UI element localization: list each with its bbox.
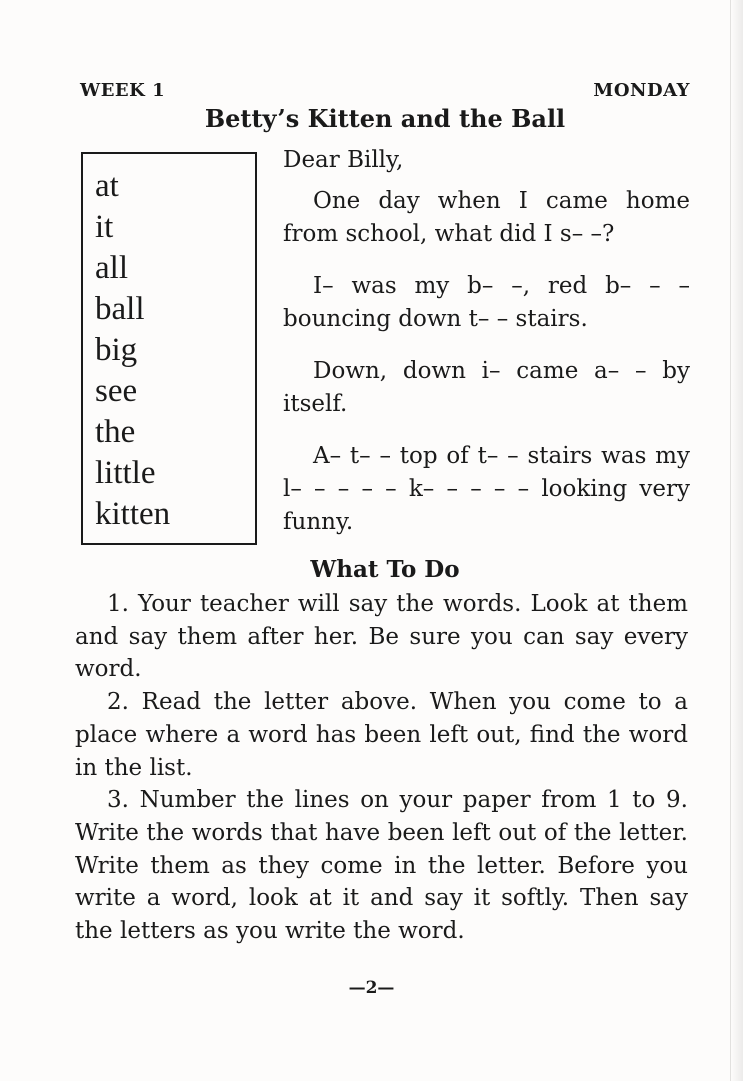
word-list-item: the: [95, 414, 136, 450]
word-list-item: kitten: [95, 496, 171, 532]
lesson-title: Betty’s Kitten and the Ball: [204, 104, 566, 133]
word-list-item: big: [95, 332, 138, 368]
week-label: WEEK 1: [80, 80, 166, 101]
word-list-item: it: [95, 209, 114, 245]
word-list-box: [81, 152, 257, 545]
word-list-item: all: [95, 250, 128, 286]
day-label: MONDAY: [593, 80, 690, 101]
instruction-item: 3. Number the lines on your paper from 1 to 9. Write the words that have been left out of the letter. Write them as they come in the letter. Before you write a word, look at it and say it softly. Then say the letters as you write the word.: [75, 787, 688, 945]
instruction-item: 1. Your teacher will say the words. Look at them and say them after her. Be sure you can say every word.: [75, 591, 688, 683]
word-list-item: see: [95, 373, 138, 409]
page-header: [80, 80, 690, 104]
word-list-item: at: [95, 168, 119, 204]
letter-paragraph: I– was my b– –, red b– – – bouncing down t– – stairs.: [283, 273, 690, 332]
what-to-do-heading: What To Do: [310, 556, 460, 583]
instruction-item: 2. Read the letter above. When you come to a place where a word has been left out, find the word in the list.: [75, 689, 688, 781]
page-edge: [730, 0, 743, 1081]
letter-greeting: Dear Billy,: [283, 147, 404, 173]
letter-paragraph: Down, down i– came a– – by itself.: [283, 358, 690, 417]
letter-paragraph: One day when I came home from school, what did I s– –?: [283, 188, 690, 247]
letter-body: [283, 144, 690, 539]
instructions-list: [75, 588, 688, 948]
word-list-item: little: [95, 455, 156, 491]
letter-paragraph: A– t– – top of t– – stairs was my l– – – – – k– – – – – looking very funny.: [283, 443, 690, 535]
word-list-item: ball: [95, 291, 145, 327]
page-number: —2—: [348, 978, 395, 998]
